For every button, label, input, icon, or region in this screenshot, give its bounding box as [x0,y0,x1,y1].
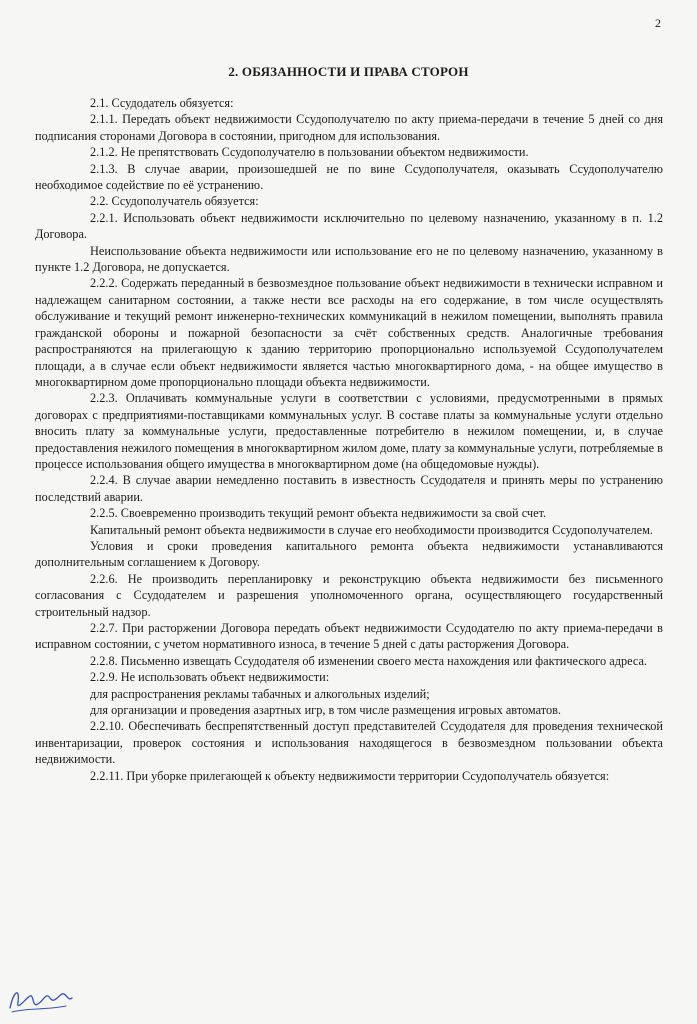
paragraph: 2.2. Ссудополучатель обязуется: [90,194,259,209]
section-title: 2. ОБЯЗАННОСТИ И ПРАВА СТОРОН [228,64,469,79]
paragraph: 2.1.2. Не препятствовать Ссудополучателю в пользовании объектом недвижимости. [90,145,529,160]
paragraph: 2.2.9. Не использовать объект недвижимости: [90,670,330,685]
document-body [35,95,663,784]
paragraph: Капитальный ремонт объекта недвижимости в случае его необходимости производится Ссудополучателем. [90,522,653,537]
page-number: 2 [655,16,661,30]
paragraph: 2.1.3. В случае аварии, произошедшей не по вине Ссудополучателя, оказывать Ссудополучателю необходимое содействие по её устранению. [35,161,663,193]
paragraph: 2.2.3. Оплачивать коммунальные услуги в соответствии с условиями, предусмотренными в прямых договорах с предприятиями-поставщиками коммунальных услуг. В составе платы за коммунальные услуги отдельно вносить плату за коммунальные услуги, предоставленные потребителю в нежилом помещении, и, в случае предоставления нежилого помещения в многоквартирном жилом доме, плату за коммунальные услуги, потребляемые в процессе использования общего имущества в многоквартирном доме (на общедомовые нужды). [35,391,663,471]
paragraph: Условия и сроки проведения капитального ремонта объекта недвижимости устанавливаются дополнительным соглашением к Договору. [35,538,663,570]
paragraph: 2.1.1. Передать объект недвижимости Ссудополучателю по акту приема-передачи в течение 5 дней со дня подписания сторонами Договора в состоянии, пригодном для использования. [35,112,663,143]
paragraph: 2.2.6. Не производить перепланировку и реконструкцию объекта недвижимости без письменного согласования с Ссудодателем и разрешения уполномоченного органа, осуществляющего государственный строительный надзор. [35,571,663,619]
paragraph: 2.2.2. Содержать переданный в безвозмездное пользование объект недвижимости в технически исправном и надлежащем санитарном состоянии, а также нести все расходы на его содержание, в том числе осуществлять обслуживание и текущий ремонт инженерно-технических коммуникаций в нежилом помещении, выполнять правила гражданской обороны и пожарной безопасности за счёт собственных средств. Аналогичные требования распространяются на прилегающую к зданию территорию пропорционально используемой Ссудополучателем площади, а в случае если объект недвижимости является частью многоквартирного дома, - на общее имущество в многоквартирном доме пропорционально площади объекта недвижимости. [35,276,663,389]
paragraph: Неиспользование объекта недвижимости или использование его не по целевому назначению, указанному в пункте 1.2 Договора, не допускается. [35,243,663,275]
paragraph: 2.2.5. Своевременно производить текущий ремонт объекта недвижимости за свой счет. [90,506,547,521]
paragraph: 2.2.4. В случае аварии немедленно поставить в известность Ссудодателя и принять меры по устранению последствий аварии. [35,473,663,504]
paragraph: 2.2.1. Использовать объект недвижимости исключительно по целевому назначению, указанному в п. 1.2 Договора. [35,210,663,242]
list-item: для распространения рекламы табачных и алкогольных изделий; [90,686,430,701]
paragraph: 2.2.7. При расторжении Договора передать объект недвижимости Ссудодателю по акту приема-передачи в исправном состоянии, с учетом нормативного износа, в течение 5 дней с даты расторжения Договора. [35,621,663,652]
paragraph: 2.2.11. При уборке прилегающей к объекту недвижимости территории Ссудополучатель обязуется: [90,768,610,783]
handwritten-signature [6,978,76,1018]
list-item: для организации и проведения азартных игр, в том числе размещения игровых автоматов. [90,703,561,718]
paragraph: 2.2.8. Письменно извещать Ссудодателя об изменении своего места нахождения или фактического адреса. [90,653,648,668]
paragraph: 2.1. Ссудодатель обязуется: [90,96,234,110]
paragraph: 2.2.10. Обеспечивать беспрепятственный доступ представителей Ссудодателя для проведения технической инвентаризации, проверок состояния и использования находящегося в безвозмездном пользовании объекта недвижимости. [35,719,663,767]
